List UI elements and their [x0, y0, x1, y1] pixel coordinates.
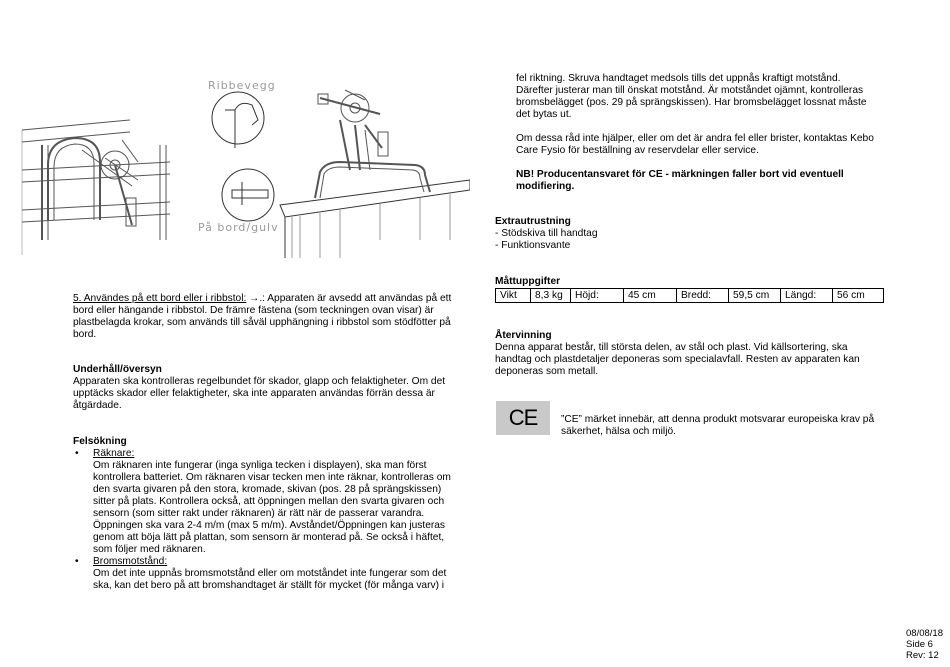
maintenance-heading: Underhåll/översyn — [73, 364, 162, 375]
continuation-text: fel riktning. Skruva handtaget medsols tills det uppnås kraftigt motstånd. Därefter justerar man till önskat motstånd. Är motståndet ojämnt, kontrolleras bromsbelägget (pos. 29 på sprängskissen). Har bromsbelägget lossnat måste det bytas ut. — [516, 73, 867, 120]
table-cell: Höjd: — [571, 289, 624, 303]
section-troubleshooting — [73, 436, 457, 592]
usage-paragraph — [73, 293, 457, 341]
table-row — [496, 289, 884, 303]
table-cell: 8,3 kg — [531, 289, 571, 303]
troubleshooting-list — [73, 448, 457, 592]
item-title: Räknare: — [93, 448, 135, 459]
item-text: Om räknaren inte fungerar (inga synliga tecken i displayen), ska man först kontrollera batteriet. Om räknaren visar tecken men inte räknar, kontrolleras om den svarta givaren på den stora, kromade, skivan (pos. 28 på sprängskissen) sitter på plats. Kontrollera också, att öppningen mellan den svarta givaren och sensorn (som sitter rakt under räknaren) är rätt när de passerar varandra. Öppningen ska vara 2-4 m/m (max 5 m/m). Avståndet/Öppningen kan justeras genom att böja lätt på plattan, som sensorn är monterad på. Se också i häftet, som följer med räknaren. — [93, 460, 451, 555]
extras-item: - Funktionsvante — [495, 240, 571, 251]
footer-rev: Rev: 12 — [906, 650, 939, 661]
recycling-heading: Återvinning — [495, 330, 552, 341]
list-item-brake — [73, 556, 457, 592]
illustration-label-wallbars: Ribbevegg — [208, 79, 276, 92]
dimensions-heading: Måttuppgifter — [495, 276, 561, 287]
troubleshooting-heading: Felsökning — [73, 436, 127, 447]
section-extras — [495, 216, 875, 252]
section-maintenance — [73, 364, 457, 412]
usage-text: .: Apparaten är avsedd att användas på ett bord eller hängande i ribbstol. De främre fästena (som teckningen ovan visar) är plastbelagda krokar, som används till såväl upphängning i ribbstol som stödfötter på bord. — [73, 293, 452, 340]
page-footer — [906, 628, 943, 661]
extras-heading: Extrautrustning — [495, 216, 571, 227]
table-cell: Längd: — [781, 289, 833, 303]
arrow-icon: → — [249, 293, 260, 304]
ce-statement — [561, 414, 879, 438]
illustration-label-table: På bord/gulv — [198, 221, 279, 234]
bullet-icon: • — [75, 556, 79, 567]
maintenance-text: Apparaten ska kontrolleras regelbundet för skador, glapp och felaktigheter. Om det upptäcks skador eller felaktigheter, ska inte apparaten användas förrän dessa är åtgärdade. — [73, 376, 446, 411]
section-dimensions — [495, 276, 887, 303]
table-cell: 56 cm — [833, 289, 884, 303]
item-title: Bromsmotstånd: — [93, 556, 168, 567]
section-brake-continued — [516, 73, 876, 193]
table-cell: 59,5 cm — [729, 289, 781, 303]
extras-item: - Stödskiva till handtag — [495, 228, 598, 239]
ce-text: ”CE” märket innebär, att denna produkt motsvarar europeiska krav på säkerhet, hälsa och miljö. — [561, 414, 875, 437]
usage-lead: 5. Användes på ett bord eller i ribbstol: — [73, 293, 247, 304]
product-illustration — [20, 70, 470, 260]
section-recycling — [495, 330, 880, 378]
ce-mark-text: CE — [508, 405, 538, 430]
contact-text: Om dessa råd inte hjälper, eller om det är andra fel eller brister, kontaktas Kebo Care Fysio för beställning av reservdelar eller service. — [516, 133, 874, 156]
table-cell: 45 cm — [624, 289, 677, 303]
list-item-counter — [73, 448, 457, 556]
item-text: Om det inte uppnås bromsmotstånd eller om motståndet inte fungerar som det ska, kan det bero på att bromshandtaget är ställt för mycket (för många varv) i — [93, 568, 447, 591]
recycling-text: Denna apparat består, till största delen, av stål och plast. Vid källsortering, ska handtag och plastdetaljer deponeras som specialavfall. Resten av apparaten kan deponeras som metall. — [495, 342, 860, 377]
bullet-icon: • — [75, 448, 79, 459]
footer-date: 08/08/18 — [906, 628, 943, 639]
dimensions-table — [495, 288, 884, 303]
footer-page: Side 6 — [906, 639, 933, 650]
nb-notice: NB! Producentansvaret för CE - märkningen faller bort vid eventuell modifiering. — [516, 169, 844, 192]
table-cell: Vikt — [496, 289, 531, 303]
table-cell: Bredd: — [677, 289, 729, 303]
section-usage — [73, 293, 457, 341]
ce-mark-icon — [496, 401, 550, 435]
